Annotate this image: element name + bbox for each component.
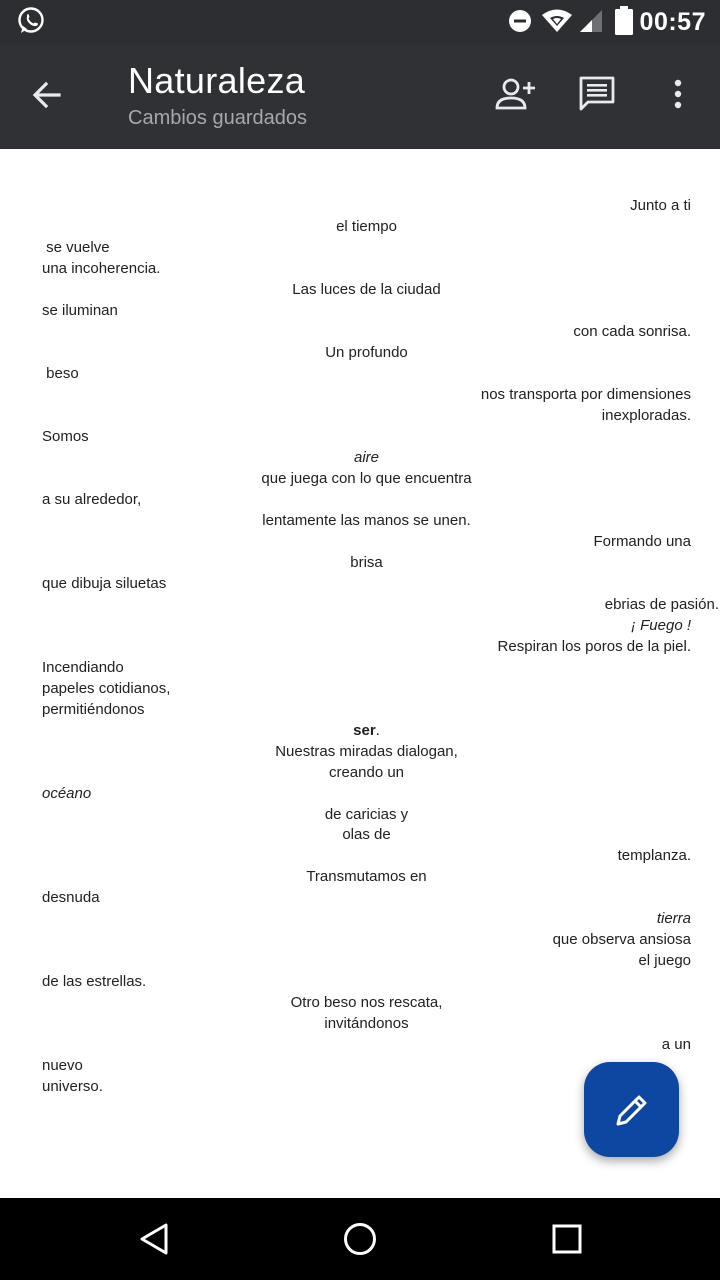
- document-title[interactable]: Naturaleza: [128, 60, 306, 101]
- poem-line: olas de: [342, 826, 391, 843]
- edit-pencil-icon: [614, 1092, 650, 1128]
- poem-line: aire: [353, 449, 379, 466]
- period: .: [375, 722, 380, 739]
- battery-icon: [614, 6, 634, 41]
- poem-line: se vuelve: [42, 239, 110, 256]
- poem-line: que juega con lo que encuentra: [261, 470, 472, 487]
- poem-line: ¡ Fuego !: [630, 617, 691, 634]
- poem-line: a su alrededor,: [42, 491, 142, 508]
- poem-line: desnuda: [42, 889, 100, 906]
- poem-line: beso: [42, 365, 79, 382]
- poem-line: templanza.: [617, 847, 691, 864]
- add-person-icon[interactable]: [494, 76, 536, 117]
- poem-line: Un profundo: [325, 344, 408, 361]
- status-bar: [0, 0, 720, 44]
- poem-line: se iluminan: [42, 302, 118, 319]
- poem-line: nos transporta por dimensiones: [480, 386, 691, 403]
- poem-line: brisa: [350, 554, 383, 571]
- poem-line: Somos: [42, 428, 89, 445]
- poem-line: lentamente las manos se unen.: [262, 512, 471, 529]
- poem-line: Otro beso nos rescata,: [290, 994, 443, 1011]
- recents-square-icon[interactable]: [551, 1223, 583, 1260]
- system-nav-bar: [0, 1198, 720, 1280]
- poem-line: papeles cotidianos,: [42, 680, 171, 697]
- do-not-disturb-icon: [508, 9, 532, 38]
- poem-line: creando un: [328, 764, 405, 781]
- poem-line: a un: [661, 1036, 691, 1053]
- edit-fab-button[interactable]: [584, 1062, 679, 1157]
- poem-line: Incendiando: [42, 659, 124, 676]
- comment-icon[interactable]: [579, 76, 615, 117]
- poem-line: de caricias y: [324, 806, 409, 823]
- poem-line: permitiéndonos: [42, 701, 145, 718]
- poem-line: que observa ansiosa: [552, 931, 691, 948]
- app-bar: [0, 44, 720, 149]
- poem-line: océano: [42, 785, 92, 802]
- wifi-icon: [541, 8, 573, 39]
- poem-line: una incoherencia.: [42, 260, 161, 277]
- poem-line: el tiempo: [336, 218, 397, 235]
- poem-line: [42, 720, 691, 741]
- poem-line: Junto a ti: [630, 197, 691, 214]
- poem-line: Transmutamos en: [306, 868, 427, 885]
- save-status: Cambios guardados: [128, 107, 307, 129]
- poem-line: con cada sonrisa.: [573, 323, 691, 340]
- poem-line: ebrias de pasión.: [604, 596, 719, 613]
- bold-word: ser: [353, 722, 376, 739]
- whatsapp-icon: [16, 6, 46, 41]
- poem-line: inexploradas.: [601, 407, 691, 424]
- poem-line: Las luces de la ciudad: [292, 281, 441, 298]
- poem-line: Nuestras miradas dialogan,: [275, 743, 458, 760]
- poem-line: tierra: [656, 910, 691, 927]
- back-arrow-icon[interactable]: [32, 80, 62, 115]
- back-triangle-icon[interactable]: [138, 1222, 170, 1261]
- poem-line: invitándonos: [324, 1015, 409, 1032]
- status-time: 00:57: [639, 8, 706, 36]
- document-body[interactable]: [0, 149, 720, 1198]
- home-circle-icon[interactable]: [343, 1222, 377, 1261]
- more-vert-icon[interactable]: [672, 78, 684, 115]
- signal-icon: [578, 8, 604, 39]
- poem-line: Formando una: [593, 533, 691, 550]
- poem-line: de las estrellas.: [42, 973, 147, 990]
- poem-line: universo.: [42, 1078, 103, 1095]
- poem-line: Respiran los poros de la piel.: [497, 638, 691, 655]
- poem-line: nuevo: [42, 1057, 83, 1074]
- poem-line: el juego: [638, 952, 691, 969]
- poem-line: que dibuja siluetas: [42, 575, 167, 592]
